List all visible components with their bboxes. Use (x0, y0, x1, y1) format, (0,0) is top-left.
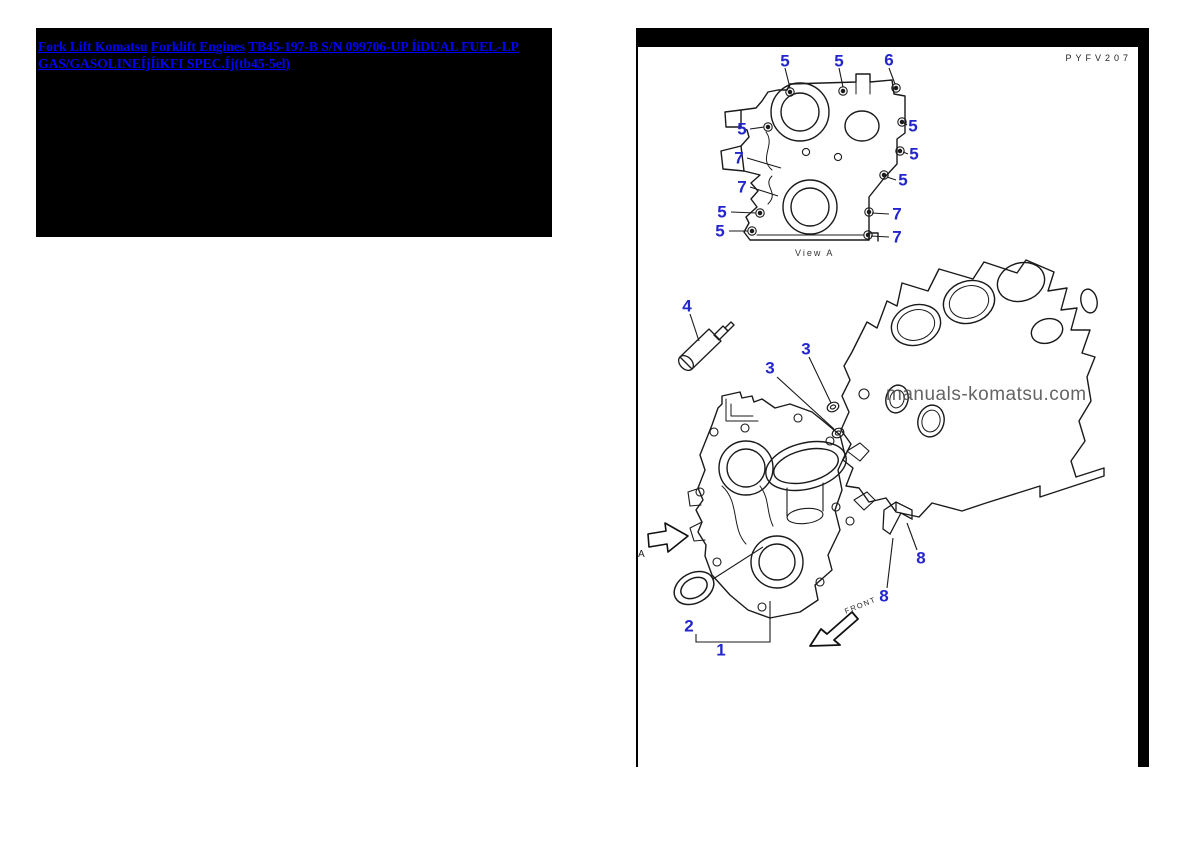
callout-4: 4 (682, 296, 692, 316)
callout-5: 5 (737, 119, 747, 139)
callout-7: 7 (737, 177, 747, 197)
callout-layer (638, 47, 1138, 767)
callout-8: 8 (879, 586, 889, 606)
watermark: manuals-komatsu.com (886, 384, 1087, 405)
callout-5: 5 (780, 51, 790, 71)
callout-7: 7 (892, 227, 902, 247)
view-direction-label: A (638, 549, 645, 560)
callout-2: 2 (684, 616, 694, 636)
breadcrumb-link-forklift[interactable]: Fork Lift Komatsu (38, 39, 148, 54)
callout-5: 5 (715, 221, 725, 241)
breadcrumb-link-engines[interactable]: Forklift Engines (150, 39, 246, 54)
callout-5: 5 (909, 144, 919, 164)
callout-6: 6 (884, 50, 894, 70)
diagram-panel (636, 28, 1149, 767)
callout-1: 1 (716, 640, 726, 660)
front-label: FRONT (843, 594, 878, 616)
title-box (36, 28, 552, 237)
view-a-label: View A (795, 248, 835, 258)
drawing-code: PYFV207 (1065, 53, 1132, 63)
callout-8: 8 (916, 548, 926, 568)
callout-7: 7 (734, 148, 744, 168)
breadcrumb-link-model[interactable]: TB45-197-B S/N 099706-UP ÍiDUAL FUEL-LP GAS/GASOLINEÍjÍiKFI SPEC.Íj(tb45-5el) (38, 39, 519, 71)
callout-3: 3 (801, 339, 811, 359)
callout-5: 5 (834, 51, 844, 71)
callout-5: 5 (717, 202, 727, 222)
callout-5: 5 (908, 116, 918, 136)
callout-7: 7 (892, 204, 902, 224)
callout-3: 3 (765, 358, 775, 378)
callout-5: 5 (898, 170, 908, 190)
